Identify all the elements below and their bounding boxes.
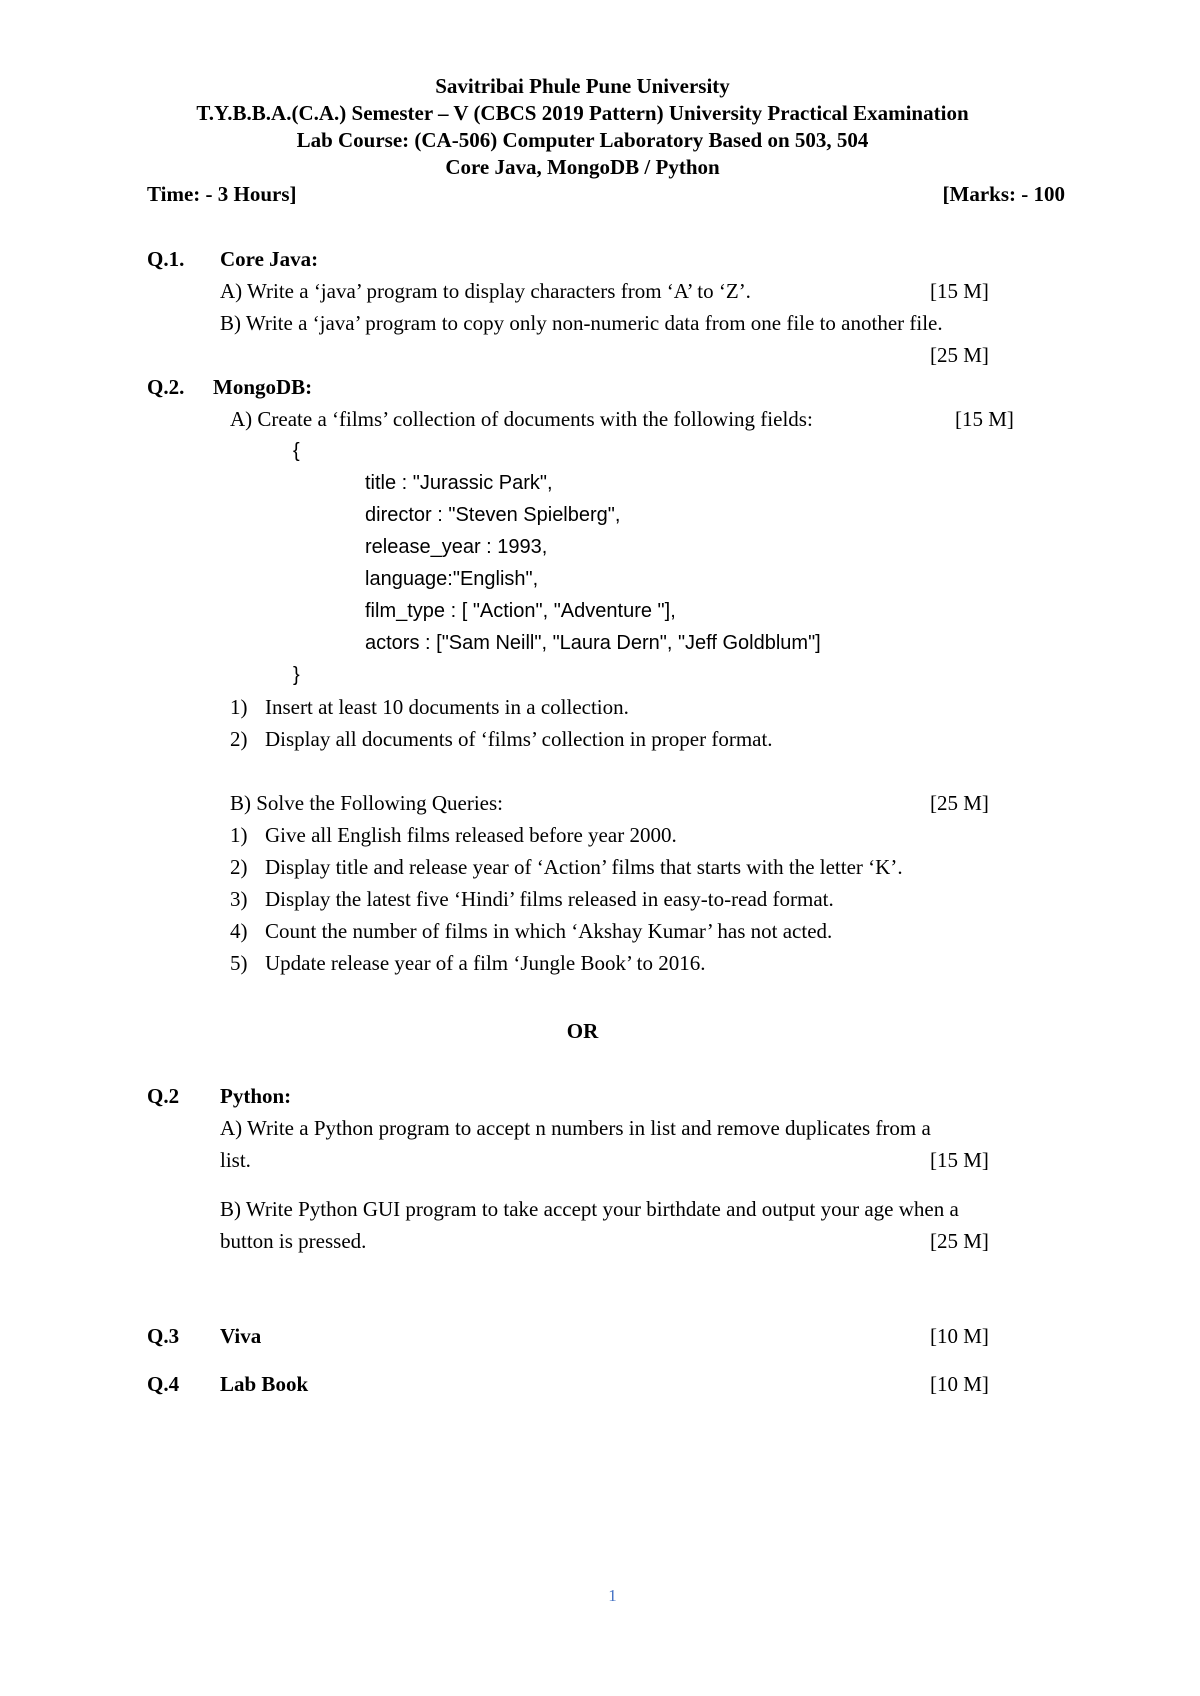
q3-marks: [10 M]: [930, 1324, 989, 1348]
doc-field-line: language:"English",: [365, 568, 539, 590]
document-close-brace: }: [293, 664, 300, 686]
q1-part-a-marks: [15 M]: [930, 279, 989, 303]
query-number: 5): [230, 951, 248, 975]
query-number: 3): [230, 887, 248, 911]
python-part-a-marks: [15 M]: [930, 1148, 989, 1172]
q1-part-b-marks: [25 M]: [930, 343, 989, 367]
q4-marks: [10 M]: [930, 1372, 989, 1396]
q1-number: Q.1.: [147, 247, 185, 271]
q2-alt-number: Q.2: [147, 1084, 180, 1108]
query-text: Display the latest five ‘Hindi’ films released in easy-to-read format.: [265, 887, 834, 911]
doc-field-line: release_year : 1993,: [365, 536, 548, 558]
query-text: Update release year of a film ‘Jungle Book’ to 2016.: [265, 951, 706, 975]
task-text: Insert at least 10 documents in a collection.: [265, 695, 629, 719]
q3-title: Viva: [220, 1324, 262, 1348]
document-open-brace: {: [293, 440, 300, 462]
doc-field-line: director : "Steven Spielberg",: [365, 504, 621, 526]
q2-number: Q.2.: [147, 375, 185, 399]
q2-title: MongoDB:: [213, 375, 313, 399]
query-number: 1): [230, 823, 248, 847]
q3-number: Q.3: [147, 1324, 180, 1348]
page-number: 1: [608, 1586, 617, 1605]
lab-course: Lab Course: (CA-506) Computer Laboratory Based on 503, 504: [296, 128, 869, 152]
python-part-b-marks: [25 M]: [930, 1229, 989, 1253]
q4-number: Q.4: [147, 1372, 180, 1396]
university-name: Savitribai Phule Pune University: [435, 74, 730, 98]
q4-title: Lab Book: [220, 1372, 309, 1396]
doc-field-line: actors : ["Sam Neill", "Laura Dern", "Jeff Goldblum"]: [365, 632, 821, 654]
q1-title: Core Java:: [220, 247, 319, 271]
task-number: 2): [230, 727, 248, 751]
python-part-a-line1: A) Write a Python program to accept n numbers in list and remove duplicates from a: [220, 1116, 931, 1140]
q2-part-a: A) Create a ‘films’ collection of documents with the following fields:: [230, 407, 813, 431]
doc-field-line: title : "Jurassic Park",: [365, 472, 553, 494]
q2-part-b: B) Solve the Following Queries:: [230, 791, 503, 815]
q2-part-b-marks: [25 M]: [930, 791, 989, 815]
q2-part-a-marks: [15 M]: [955, 407, 1014, 431]
query-text: Count the number of films in which ‘Akshay Kumar’ has not acted.: [265, 919, 833, 943]
query-number: 2): [230, 855, 248, 879]
exam-time: Time: - 3 Hours]: [147, 182, 297, 206]
query-number: 4): [230, 919, 248, 943]
python-part-b-line1: B) Write Python GUI program to take accept your birthdate and output your age when a: [220, 1197, 959, 1221]
task-number: 1): [230, 695, 248, 719]
q2-alt-title: Python:: [220, 1084, 292, 1108]
doc-field-line: film_type : [ "Action", "Adventure "],: [365, 600, 676, 622]
python-part-b-line2: button is pressed.: [220, 1229, 367, 1253]
python-part-a-line2: list.: [220, 1148, 251, 1172]
exam-total-marks: [Marks: - 100: [942, 182, 1065, 206]
or-separator: OR: [566, 1019, 599, 1043]
task-text: Display all documents of ‘films’ collection in proper format.: [265, 727, 773, 751]
q1-part-b: B) Write a ‘java’ program to copy only non-numeric data from one file to another file.: [220, 311, 943, 335]
query-text: Give all English films released before year 2000.: [265, 823, 677, 847]
query-text: Display title and release year of ‘Action’ films that starts with the letter ‘K’.: [265, 855, 903, 879]
subjects: Core Java, MongoDB / Python: [445, 155, 720, 179]
q1-part-a: A) Write a ‘java’ program to display characters from ‘A’ to ‘Z’.: [220, 279, 751, 303]
exam-title: T.Y.B.B.A.(C.A.) Semester – V (CBCS 2019 Pattern) University Practical Examination: [196, 101, 969, 125]
